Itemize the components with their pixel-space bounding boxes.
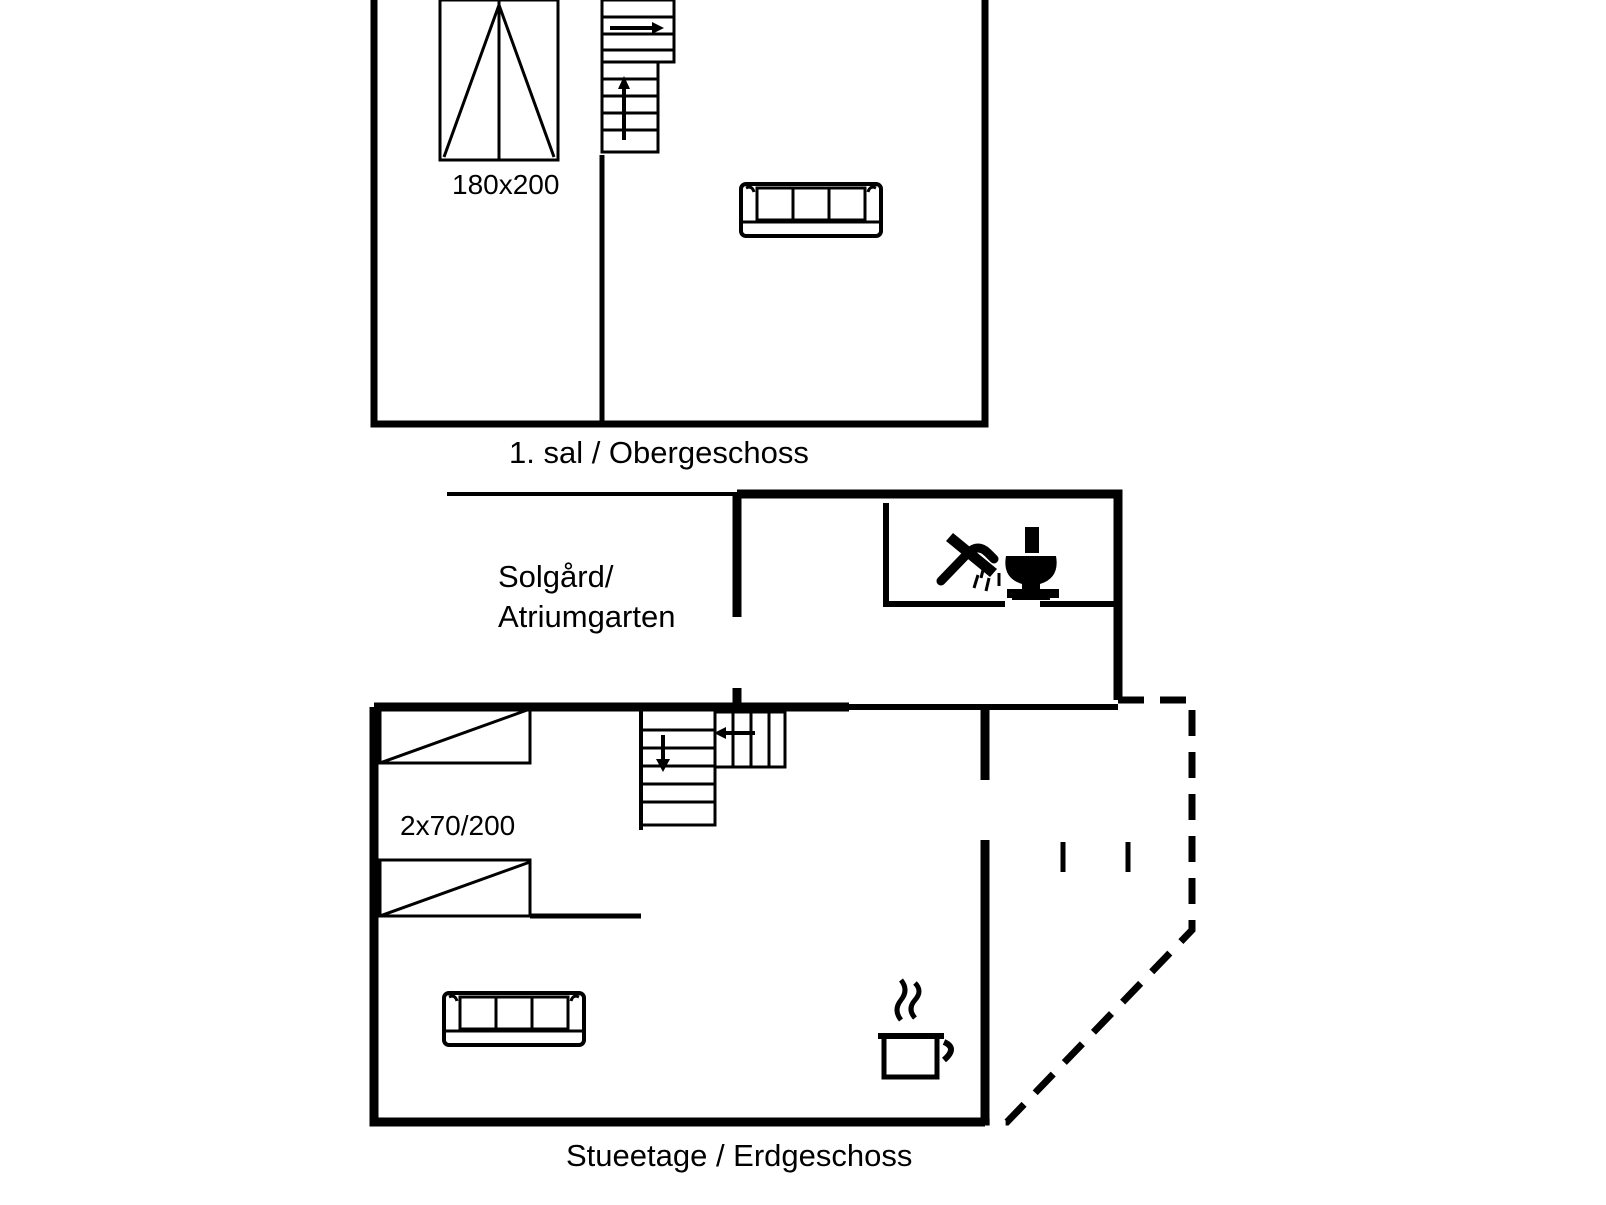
- bath-block-outer-wall: [737, 494, 1118, 700]
- toilet-icon: [1005, 527, 1059, 600]
- upper-floor-caption: 1. sal / Obergeschoss: [509, 435, 809, 470]
- upper-floor-group: [374, 0, 985, 424]
- terrace-deck-marks: [1063, 842, 1128, 872]
- terrace-dashed-outline: [985, 700, 1192, 1122]
- upper-floor-outer-wall: [374, 0, 985, 424]
- atrium-garden-label-line1: Solgård/: [498, 559, 614, 594]
- atrium-garden-label-line2: Atriumgarten: [498, 599, 676, 634]
- single-bed-bottom-icon: [380, 860, 530, 916]
- stair-arrow-right-icon: [610, 22, 664, 34]
- bed-dimension-ground: 2x70/200: [400, 810, 516, 841]
- double-bed-icon: [440, 0, 558, 160]
- sofa-icon: [444, 993, 584, 1045]
- bed-dimension-upper: 180x200: [452, 169, 560, 200]
- shower-icon: [941, 533, 999, 591]
- staircase-up-icon: [602, 0, 674, 152]
- single-bed-top-icon: [380, 707, 530, 763]
- sofa-icon: [741, 184, 881, 236]
- stove-pot-icon: [878, 980, 951, 1077]
- staircase-down-icon: [641, 712, 785, 825]
- ground-floor-caption: Stueetage / Erdgeschoss: [566, 1138, 913, 1173]
